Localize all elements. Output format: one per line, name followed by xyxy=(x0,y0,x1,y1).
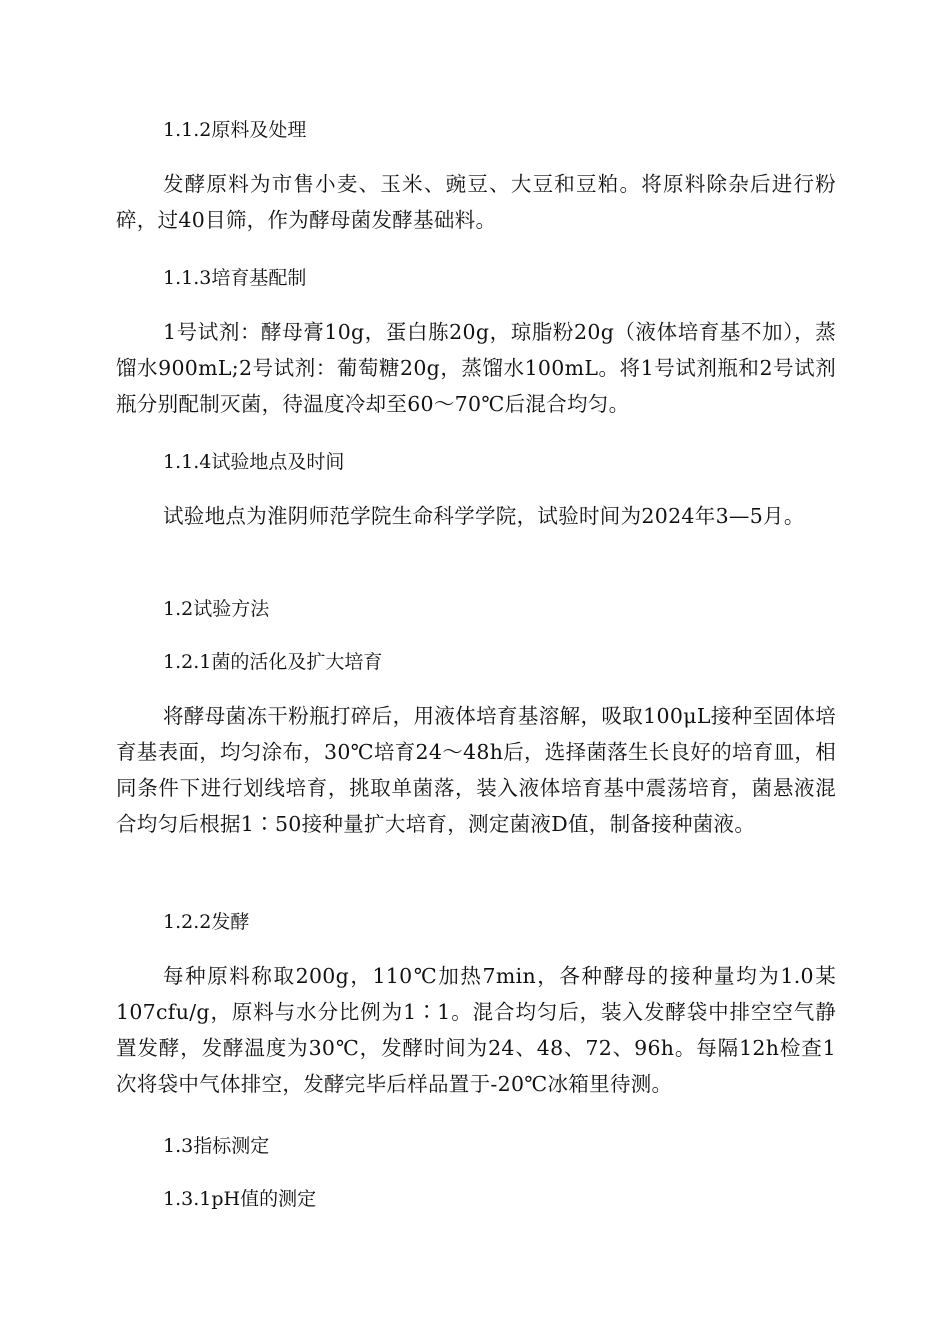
section-heading-1-3-1: 1.3.1pH值的测定 xyxy=(163,1188,317,1210)
paragraph-medium-preparation: 1号试剂：酵母膏10g，蛋白胨20g，琼脂粉20g（液体培育基不加），蒸馏水900mL;2号试剂：葡萄糖20g，蒸馏水100mL。将1号试剂瓶和2号试剂瓶分别配制灭菌，待温度冷却至60～70℃后混合均匀。 xyxy=(116,320,836,416)
section-heading-1-1-2: 1.1.2原料及处理 xyxy=(163,119,307,141)
paragraph-raw-materials: 发酵原料为市售小麦、玉米、豌豆、大豆和豆粕。将原料除杂后进行粉碎，过40目筛，作为酵母菌发酵基础料。 xyxy=(116,172,836,232)
section-heading-1-2-2: 1.2.2发酵 xyxy=(163,911,250,933)
section-heading-1-1-3: 1.1.3培育基配制 xyxy=(163,267,307,289)
paragraph-location-time: 试验地点为淮阴师范学院生命科学学院，试验时间为2024年3—5月。 xyxy=(163,504,805,528)
section-heading-1-2: 1.2试验方法 xyxy=(163,598,270,620)
paragraph-fermentation: 每种原料称取200g，110℃加热7min，各种酵母的接种量均为1.0某107cfu/g，原料与水分比例为1∶1。混合均匀后，装入发酵袋中排空空气静置发酵，发酵温度为30℃，发酵时间为24、48、72、96h。每隔12h检查1次将袋中气体排空，发酵完毕后样品置于-20℃冰箱里待测。 xyxy=(116,964,836,1096)
section-heading-1-1-4: 1.1.4试验地点及时间 xyxy=(163,451,345,473)
section-heading-1-2-1: 1.2.1菌的活化及扩大培育 xyxy=(163,651,383,673)
paragraph-activation-culture: 将酵母菌冻干粉瓶打碎后，用液体培育基溶解，吸取100μL接种至固体培育基表面，均匀涂布，30℃培育24～48h后，选择菌落生长良好的培育皿，相同条件下进行划线培育，挑取单菌落，装入液体培育基中震荡培育，菌悬液混合均匀后根据1∶50接种量扩大培育，测定菌液D值，制备接种菌液。 xyxy=(116,704,836,836)
section-heading-1-3: 1.3指标测定 xyxy=(163,1135,270,1157)
